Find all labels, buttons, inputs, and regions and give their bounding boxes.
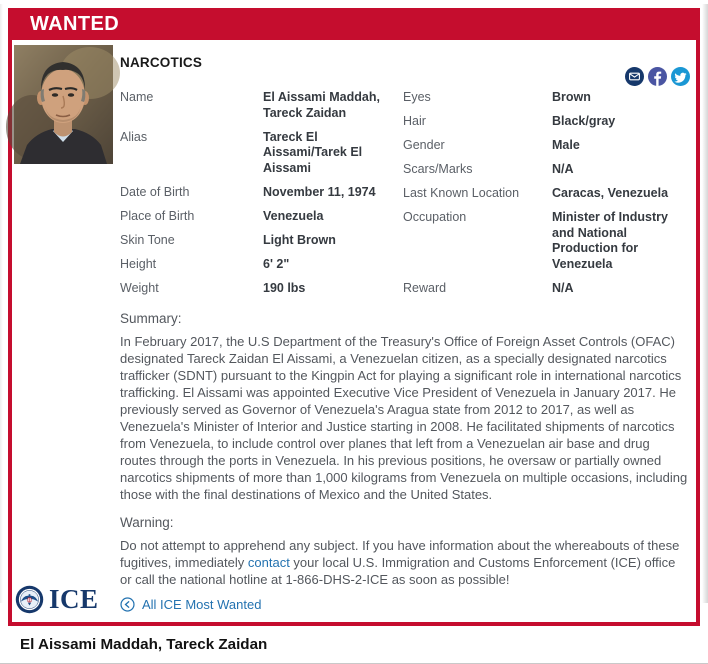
detail-label: Name xyxy=(120,90,154,104)
detail-label: Skin Tone xyxy=(120,232,175,247)
detail-label: Gender xyxy=(403,138,445,152)
detail-row-hair xyxy=(403,114,688,130)
wanted-body xyxy=(8,40,700,626)
detail-label: Weight xyxy=(120,280,159,295)
detail-row-weight xyxy=(120,281,403,297)
category-heading: NARCOTICS xyxy=(120,55,203,70)
detail-row-scars-marks xyxy=(403,162,688,178)
social-share-bar xyxy=(625,67,690,86)
detail-label: Eyes xyxy=(403,90,431,104)
warning-text xyxy=(120,537,688,588)
detail-value: Tareck El Aissami/Tarek El Aissami xyxy=(263,129,363,175)
detail-row-height xyxy=(120,257,403,273)
page-title-bar xyxy=(0,626,708,663)
ice-logo[interactable] xyxy=(15,585,99,614)
detail-value: N/A xyxy=(552,162,574,176)
wanted-poster xyxy=(8,8,700,626)
detail-value: Minister of Industry and National Production for Venezuela xyxy=(552,210,668,271)
detail-row-alias xyxy=(120,130,403,177)
page-shadow-right xyxy=(702,4,708,603)
summary-heading: Summary: xyxy=(120,310,182,326)
main-row xyxy=(12,40,696,622)
details-column-left xyxy=(120,90,403,305)
facebook-share-icon[interactable] xyxy=(648,67,667,86)
detail-label: Last Known Location xyxy=(403,186,520,200)
ice-wordmark: ICE xyxy=(49,583,99,614)
detail-label: Alias xyxy=(120,129,148,144)
details-table xyxy=(120,90,688,305)
detail-row-reward xyxy=(403,281,688,297)
dhs-seal-icon xyxy=(15,585,44,614)
back-arrow-icon xyxy=(120,597,135,612)
detail-value: Black/gray xyxy=(552,114,616,128)
subject-name-title: El Aissami Maddah, Tareck Zaidan xyxy=(20,635,268,653)
detail-value: N/A xyxy=(552,280,574,295)
warning-text-before-link: Do not attempt to apprehend any subject. If you have information about the whereabouts of these fugitives, immediately xyxy=(120,537,680,570)
wanted-banner xyxy=(8,8,700,40)
twitter-share-icon[interactable] xyxy=(671,67,690,86)
detail-value: 190 lbs xyxy=(263,280,306,295)
detail-value: Brown xyxy=(552,90,591,104)
detail-label: Occupation xyxy=(403,210,467,224)
wanted-banner-title: WANTED xyxy=(30,12,120,35)
warning-heading: Warning: xyxy=(120,514,174,530)
detail-value: Venezuela xyxy=(263,208,324,223)
detail-row-skin-tone xyxy=(120,233,403,249)
detail-row-gender xyxy=(403,138,688,154)
detail-label: Date of Birth xyxy=(120,184,190,199)
email-share-icon[interactable] xyxy=(625,67,644,86)
detail-label: Hair xyxy=(403,114,426,128)
summary-text: In February 2017, the U.S Department of the Treasury's Office of Foreign Asset Controls (OFAC) designated Tareck Zaidan El Aissami, a Venezuelan citizen, as a specially designated narcotics trafficker (SDNT) pursuant to the Kingpin Act for playing a significant role in international narcotics trafficking. El Aissami was appointed Executive Vice President of Venezuela in January 2017. He previously served as Governor of Venezuela's Aragua state from 2012 to 2017, as well as Venezuela's Minister of Interior and Justice starting in 2008. He facilitated shipments of narcotics from Venezuela, to include control over planes that left from a Venezuelan air base and drug routes through the ports in Venezuela. In his previous positions, he oversaw or partially owned narcotics shipments of more than 1,000 kilograms from Venezuela on multiple occasions, including those with the final destinations of Mexico and the United States. xyxy=(120,333,688,502)
detail-value: Caracas, Venezuela xyxy=(552,186,669,200)
details-column-right xyxy=(403,90,688,305)
detail-row-date-of-birth xyxy=(120,185,403,201)
detail-label: Reward xyxy=(403,280,447,295)
page-bottom-area xyxy=(0,663,708,664)
detail-row-place-of-birth xyxy=(120,209,403,225)
detail-row-name xyxy=(120,90,403,121)
warning-text-after-link: your local U.S. Immigration and Customs Enforcement (ICE) office or call the national hotline at 1-866-DHS-2-ICE as soon as possible! xyxy=(120,554,676,587)
subject-photo xyxy=(14,45,113,164)
contact-link[interactable]: contact xyxy=(247,554,290,570)
detail-value: Light Brown xyxy=(263,232,336,247)
detail-value: 6' 2" xyxy=(263,256,290,271)
detail-value: November 11, 1974 xyxy=(263,184,376,199)
detail-value: El Aissami Maddah, Tareck Zaidan xyxy=(263,90,380,120)
detail-row-eyes xyxy=(403,90,688,106)
detail-label: Scars/Marks xyxy=(403,162,473,176)
page-shadow-left xyxy=(0,4,3,603)
poster-content xyxy=(120,45,690,622)
detail-value: Male xyxy=(552,138,580,152)
back-link-label: All ICE Most Wanted xyxy=(142,596,262,612)
detail-row-occupation xyxy=(403,210,688,272)
all-ice-most-wanted-link[interactable] xyxy=(120,597,261,612)
detail-row-last-known-location xyxy=(403,186,688,202)
detail-label: Height xyxy=(120,256,157,271)
detail-label: Place of Birth xyxy=(120,208,195,223)
